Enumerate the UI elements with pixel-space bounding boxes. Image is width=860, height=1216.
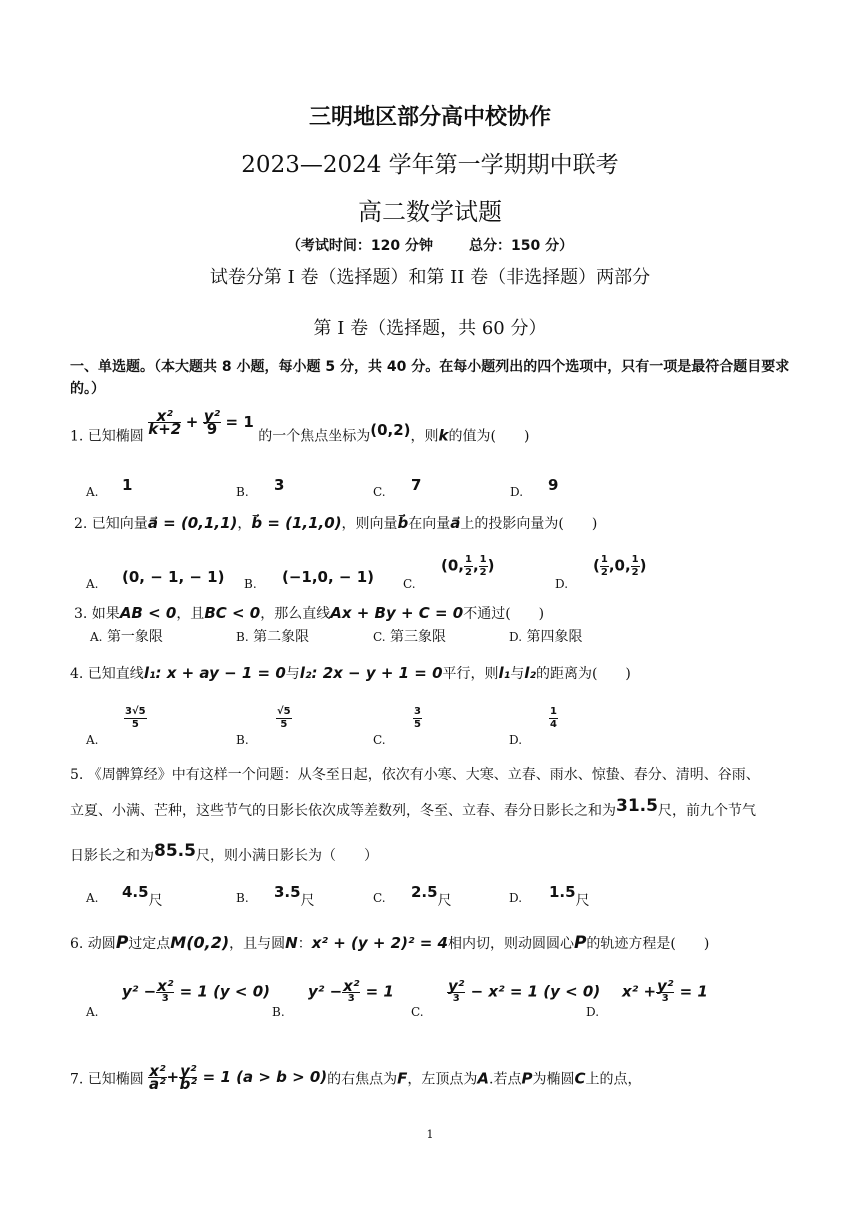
frac-num: √5 xyxy=(277,706,291,717)
option-label: A. xyxy=(86,891,99,905)
q5-option-d[interactable] xyxy=(509,883,590,909)
q2-option-d[interactable] xyxy=(555,554,647,592)
option-value: 第三象限 xyxy=(390,629,447,645)
q2-stem-e: 上的投影向量为( ) xyxy=(460,516,598,532)
exam-time: （考试时间：120 分钟 xyxy=(286,238,433,254)
q6-stem-a: 6. 动圆 xyxy=(70,936,116,952)
q1-frac-y-num: y² xyxy=(203,407,221,425)
option-value xyxy=(549,706,558,731)
paren: ) xyxy=(639,556,647,575)
q7-c: C xyxy=(574,1069,586,1088)
option-label: B. xyxy=(244,577,257,591)
comma: , xyxy=(472,556,479,575)
q4-stem-b: 与 xyxy=(285,666,300,682)
term: − x² = 1 (y < 0) xyxy=(465,982,601,1001)
q1-option-b[interactable] xyxy=(236,476,285,500)
q3-stem-a: 3. 如果 xyxy=(74,606,120,622)
question-5-line-2 xyxy=(70,796,800,820)
value: 2.5 xyxy=(411,883,438,901)
question-2 xyxy=(74,513,597,533)
q3-option-d[interactable] xyxy=(509,626,582,646)
frac xyxy=(656,977,674,1005)
frac-den: 2 xyxy=(465,567,472,578)
option-label: D. xyxy=(586,1005,600,1019)
q4-option-b[interactable] xyxy=(236,706,291,748)
option-label: D. xyxy=(510,485,524,499)
q7-f: F xyxy=(397,1069,408,1088)
q6-option-c[interactable] xyxy=(411,977,601,1020)
option-value xyxy=(549,882,590,909)
frac-den: 3 xyxy=(161,993,169,1004)
option-label: B. xyxy=(236,733,249,747)
q3-stem-c: ，那么直线 xyxy=(260,606,331,622)
frac-den: 5 xyxy=(280,719,288,730)
page-number: 1 xyxy=(426,1128,434,1141)
q7-stem-d: .若点 xyxy=(489,1071,522,1088)
option-label: C. xyxy=(373,630,386,644)
frac xyxy=(179,1062,197,1093)
option-label: C. xyxy=(411,1005,424,1019)
q7-stem-f: 上的点， xyxy=(585,1071,642,1088)
q6-stem-d: ： xyxy=(297,936,312,952)
paren: ) xyxy=(487,556,495,575)
q2-vector-a: a⃗ = (0,1,1) xyxy=(147,514,238,532)
frac-den: 5 xyxy=(414,719,421,730)
paren: (0, xyxy=(441,556,464,575)
frac-num: 1 xyxy=(600,554,608,565)
option-value xyxy=(124,706,147,731)
q3-option-b[interactable] xyxy=(236,626,309,646)
q6-option-d[interactable] xyxy=(586,977,708,1020)
q2-option-b[interactable] xyxy=(244,568,374,592)
q4-option-c[interactable] xyxy=(373,706,421,748)
option-label: D. xyxy=(509,733,523,747)
q5-option-a[interactable] xyxy=(86,883,163,909)
q4-l2s: l₂ xyxy=(524,664,536,682)
q6-stem-c: ，且与圆 xyxy=(229,936,286,952)
q3-option-c[interactable] xyxy=(373,626,446,646)
frac-num: 1 xyxy=(550,706,557,717)
q4-option-d[interactable] xyxy=(509,706,557,748)
q5-option-b[interactable] xyxy=(236,883,315,909)
option-label: C. xyxy=(373,891,386,905)
q1-stem-b: 的一个焦点坐标为 xyxy=(258,428,371,445)
option-label: C. xyxy=(373,485,386,499)
option-value xyxy=(413,706,422,731)
option-label: B. xyxy=(272,1005,285,1019)
frac-num: x² xyxy=(149,1062,166,1080)
option-value xyxy=(276,706,292,731)
option-value xyxy=(122,977,271,1005)
question-5-line-3 xyxy=(70,841,800,865)
frac-den: 2 xyxy=(631,567,639,578)
option-label: A. xyxy=(86,485,99,499)
q5-line3-a: 日影长之和为 xyxy=(70,848,154,864)
frac xyxy=(447,977,465,1005)
frac-den: 5 xyxy=(131,719,139,730)
q5-line3-b: 尺，则小满日影长为（ ） xyxy=(195,848,378,864)
frac-half xyxy=(464,554,473,579)
frac-half xyxy=(631,554,640,579)
subject-title: 高二数学试题 xyxy=(358,198,502,226)
option-value: 第四象限 xyxy=(526,629,583,645)
option-value: 1 xyxy=(122,476,133,494)
value: 4.5 xyxy=(122,883,149,901)
q6-option-a[interactable] xyxy=(86,977,271,1020)
parts-note: 试卷分第 I 卷（选择题）和第 II 卷（非选择题）两部分 xyxy=(209,267,651,288)
option-value xyxy=(447,977,601,1005)
q3-bc: BC < 0 xyxy=(204,604,261,622)
q1-stem-d: 的值为( ) xyxy=(448,428,530,445)
exam-info xyxy=(0,235,860,255)
q4-stem-d: 与 xyxy=(510,666,525,682)
frac xyxy=(342,977,360,1005)
plus: + xyxy=(166,1067,180,1086)
frac-num: 1 xyxy=(479,554,487,565)
school-title: 三明地区部分高中校协作 xyxy=(308,105,551,130)
frac-den: 3 xyxy=(347,993,355,1004)
frac-half xyxy=(479,554,488,579)
q7-p: P xyxy=(521,1069,533,1088)
q3-stem-b: ，且 xyxy=(176,606,205,622)
q7-stem-a: 7. 已知椭圆 xyxy=(70,1071,144,1088)
question-7 xyxy=(70,1062,642,1093)
option-label: D. xyxy=(509,630,523,644)
q7-a: A xyxy=(477,1069,490,1088)
term: = 1 (y < 0) xyxy=(174,982,271,1001)
frac xyxy=(148,1062,166,1093)
q5-line2-a: 立夏、小满、芒种，这些节气的日影长依次成等差数列，冬至、立春、春分日影长之和为 xyxy=(70,803,616,819)
q1-ellipse-equation xyxy=(148,407,258,438)
q4-stem-e: 的距离为( ) xyxy=(535,666,631,682)
option-label: C. xyxy=(373,733,386,747)
unit: 尺 xyxy=(148,893,163,909)
frac-den: 2 xyxy=(600,567,608,578)
term: y² − xyxy=(122,982,157,1001)
frac-num: y² xyxy=(657,977,674,995)
q5-value-1: 31.5 xyxy=(616,796,658,816)
q6-option-b[interactable] xyxy=(272,977,394,1020)
q4-l1: l₁: x + ay − 1 = 0 xyxy=(143,664,286,682)
unit: 尺 xyxy=(575,893,590,909)
option-value: (−1,0, − 1) xyxy=(282,568,374,586)
term: y² − xyxy=(308,982,343,1001)
frac-den: b² xyxy=(179,1075,197,1093)
value: 1.5 xyxy=(549,883,576,901)
q2-va: a⃗ xyxy=(450,514,461,532)
option-value xyxy=(308,977,394,1005)
question-5-line-1: 5. 《周髀算经》中有这样一个问题：从冬至日起，依次有小寒、大寒、立春、雨水、惊蛰、春分、清明、谷雨、 xyxy=(70,767,760,783)
q1-frac-x xyxy=(148,407,182,438)
volume-heading: 第 I 卷（选择题，共 60 分） xyxy=(313,318,547,339)
paren: ( xyxy=(593,556,600,575)
unit: 尺 xyxy=(300,893,315,909)
q4-stem-a: 4. 已知直线 xyxy=(70,666,144,682)
q3-ab: AB < 0 xyxy=(119,604,177,622)
q2-stem-a: 2. 已知向量 xyxy=(74,516,148,532)
option-label: A. xyxy=(90,630,103,644)
frac-den: 3 xyxy=(452,993,460,1004)
q1-option-d[interactable] xyxy=(510,476,559,500)
q1-option-a[interactable] xyxy=(86,476,133,500)
frac-den: 4 xyxy=(550,719,557,730)
frac-num: x² xyxy=(157,977,174,995)
frac-den: 3 xyxy=(661,993,669,1004)
q7-stem-e: 为椭圆 xyxy=(532,1071,575,1088)
frac-num: x² xyxy=(343,977,360,995)
option-value xyxy=(441,554,495,579)
q2-option-a[interactable] xyxy=(86,568,225,592)
q6-circle: x² + (y + 2)² = 4 xyxy=(311,934,448,952)
question-6 xyxy=(70,933,709,953)
frac-num: y² xyxy=(448,977,465,995)
frac-num: y² xyxy=(180,1062,197,1080)
frac-num: 3 xyxy=(414,706,421,717)
q6-n: N xyxy=(285,934,298,952)
total-score: 总分：150 分） xyxy=(469,238,574,254)
q2-stem-d: 在向量 xyxy=(408,516,451,532)
frac xyxy=(156,977,174,1005)
q7-stem-b: 的右焦点为 xyxy=(327,1071,398,1088)
option-label: D. xyxy=(509,891,523,905)
option-label: B. xyxy=(236,891,249,905)
q2-vb: b⃗ xyxy=(397,514,409,532)
frac-num: 1 xyxy=(631,554,639,565)
q4-l2: l₂: 2x − y + 1 = 0 xyxy=(299,664,443,682)
option-label: B. xyxy=(236,630,249,644)
q1-frac-y xyxy=(203,407,221,438)
term: = 1 xyxy=(674,982,708,1001)
q1-frac-x-den: k+2 xyxy=(148,420,182,438)
q3-option-a[interactable] xyxy=(90,626,163,646)
option-label: D. xyxy=(555,577,569,591)
q1-stem-c: ，则 xyxy=(410,428,439,445)
frac-den: a² xyxy=(149,1075,166,1093)
frac-num: 3√5 xyxy=(125,706,146,717)
option-label: B. xyxy=(236,485,249,499)
frac-den: 2 xyxy=(479,567,487,578)
option-value: 9 xyxy=(548,476,559,494)
option-value xyxy=(122,882,163,909)
frac-num: 1 xyxy=(465,554,472,565)
q2-stem-b: ， xyxy=(237,516,252,532)
q6-stem-b: 过定点 xyxy=(128,936,171,952)
question-4 xyxy=(70,663,631,683)
q3-line: Ax + By + C = 0 xyxy=(330,604,464,622)
question-3 xyxy=(74,603,544,623)
question-1 xyxy=(70,407,530,449)
q1-k: k xyxy=(438,426,449,445)
unit: 尺 xyxy=(437,893,452,909)
option-value xyxy=(593,554,647,579)
q1-frac-y-den: 9 xyxy=(206,420,218,438)
option-label: A. xyxy=(86,1005,99,1019)
option-value xyxy=(622,977,708,1005)
q7-ellipse-equation xyxy=(148,1062,328,1093)
q2-option-c[interactable] xyxy=(403,554,495,592)
option-value xyxy=(411,882,452,909)
q6-p: P xyxy=(115,933,129,953)
q4-stem-c: 平行，则 xyxy=(442,666,499,682)
q6-stem-f: 的轨迹方程是( ) xyxy=(586,936,710,952)
q3-stem-d: 不通过( ) xyxy=(463,606,545,622)
q1-stem: 1. 已知椭圆 xyxy=(70,428,144,445)
option-label: A. xyxy=(86,577,99,591)
option-value: 7 xyxy=(411,476,422,494)
q1-point: (0,2) xyxy=(370,420,411,439)
q1-frac-x-num: x² xyxy=(156,407,173,425)
frac-half xyxy=(600,554,609,579)
option-value xyxy=(274,882,315,909)
value: 3.5 xyxy=(274,883,301,901)
option-label: A. xyxy=(86,733,99,747)
q2-vector-b: b⃗ = (1,1,0) xyxy=(251,514,342,532)
option-value: (0, − 1, − 1) xyxy=(122,568,225,586)
term: x² + xyxy=(622,982,657,1001)
section-heading: 一、单选题。（本大题共 8 小题，每小题 5 分，共 40 分。在每小题列出的四个选项中，只有一项是最符合题目要求的。） xyxy=(70,359,790,397)
option-value: 第一象限 xyxy=(106,629,163,645)
term: = 1 (a > b > 0) xyxy=(197,1067,328,1086)
q5-value-2: 85.5 xyxy=(154,841,196,861)
q4-option-a[interactable] xyxy=(86,706,146,748)
exam-title: 2023—2024 学年第一学期期中联考 xyxy=(241,152,619,178)
q1-option-c[interactable] xyxy=(373,476,422,500)
q1-rhs: = 1 xyxy=(225,412,254,431)
q5-line2-b: 尺，前九个节气 xyxy=(657,803,756,819)
option-value: 第二象限 xyxy=(253,629,310,645)
q7-stem-c: ，左顶点为 xyxy=(407,1071,478,1088)
comma: ,0, xyxy=(608,556,631,575)
q6-stem-e: 相内切，则动圆圆心 xyxy=(447,936,574,952)
q5-option-c[interactable] xyxy=(373,883,452,909)
option-value: 3 xyxy=(274,476,285,494)
option-label: C. xyxy=(403,577,416,591)
q1-plus: + xyxy=(185,412,199,431)
term: = 1 xyxy=(360,982,394,1001)
q2-stem-c: ，则向量 xyxy=(341,516,398,532)
q4-l1s: l₁ xyxy=(498,664,511,682)
q6-m: M(0,2) xyxy=(170,933,230,952)
q6-p2: P xyxy=(573,933,587,953)
